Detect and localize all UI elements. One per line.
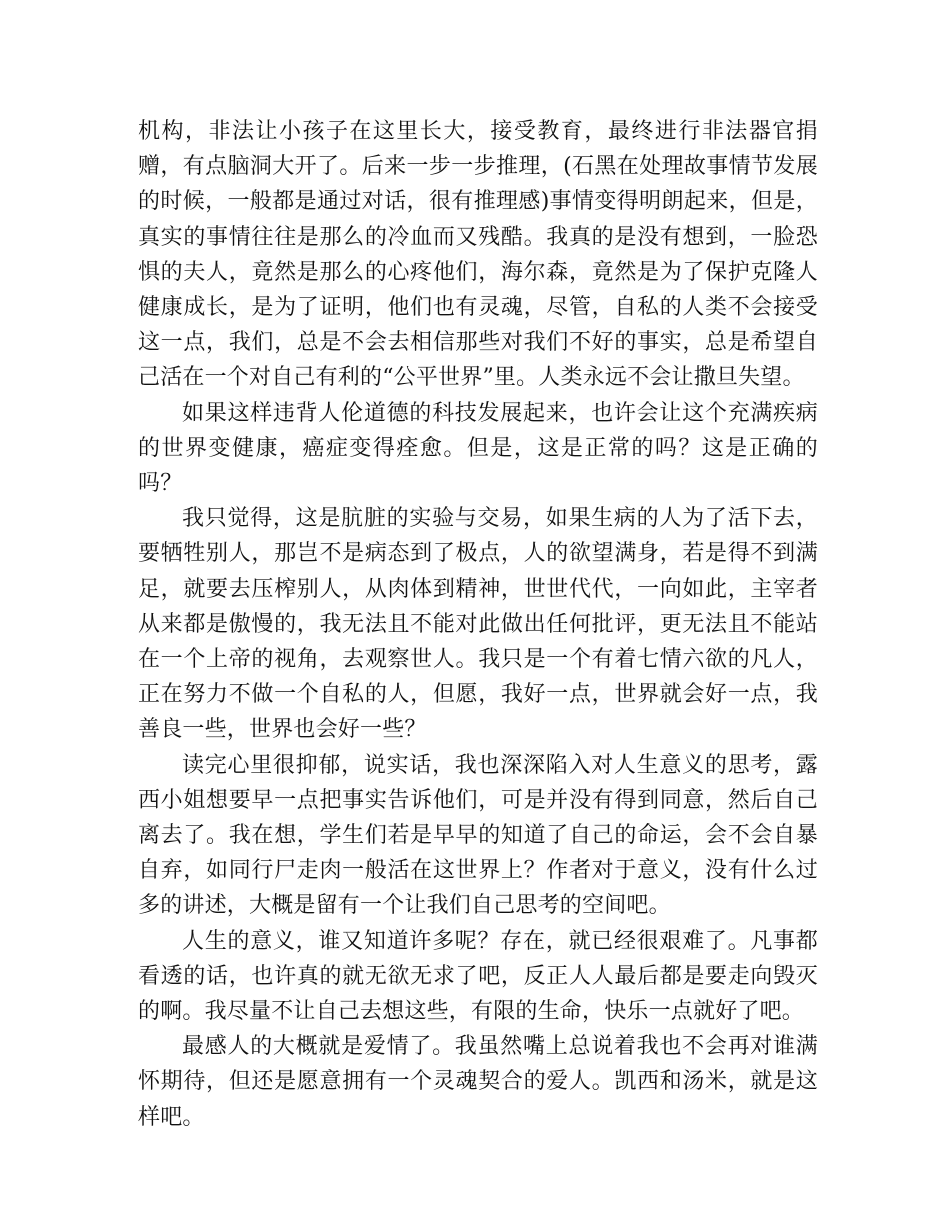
- document-page: [138, 114, 818, 1135]
- paragraph: 读完心里很抑郁，说实话，我也深深陷入对人生意义的思考，露西小姐想要早一点把事实告诉他们，可是并没有得到同意，然后自己离去了。我在想，学生们若是早早的知道了自己的命运，会不会自暴自弃，如同行尸走肉一般活在这世界上？作者对于意义，没有什么过多的讲述，大概是留有一个让我们自己思考的空间吧。: [138, 752, 818, 919]
- paragraph-continued: 机构，非法让小孩子在这里长大，接受教育，最终进行非法器官捐赠，有点脑洞大开了。后来一步一步推理，(石黑在处理故事情节发展的时候，一般都是通过对话，很有推理感)事情变得明朗起来，但是，真实的事情往往是那么的冷血而又残酷。我真的是没有想到，一脸恐惧的夫人，竟然是那么的心疼他们，海尔森，竟然是为了保护克隆人健康成长，是为了证明，他们也有灵魂，尽管，自私的人类不会接受这一点，我们，总是不会去相信那些对我们不好的事实，总是希望自己活在一个对自己有利的“公平世界”里。人类永远不会让撒旦失望。: [138, 119, 818, 391]
- paragraph: 我只觉得，这是肮脏的实验与交易，如果生病的人为了活下去，要牺牲别人，那岂不是病态到了极点，人的欲望满身，若是得不到满足，就要去压榨别人，从肉体到精神，世世代代，一向如此，主宰者从来都是傲慢的，我无法且不能对此做出任何批评，更无法且不能站在一个上帝的视角，去观察世人。我只是一个有着七情六欲的凡人，正在努力不做一个自私的人，但愿，我好一点，世界就会好一点，我善良一些，世界也会好一些？: [138, 506, 818, 743]
- paragraph: 最感人的大概就是爱情了。我虽然嘴上总说着我也不会再对谁满怀期待，但还是愿意拥有一个灵魂契合的爱人。凯西和汤米，就是这样吧。: [138, 1034, 818, 1130]
- paragraph: 人生的意义，谁又知道许多呢？存在，就已经很艰难了。凡事都看透的话，也许真的就无欲无求了吧，反正人人最后都是要走向毁灭的啊。我尽量不让自己去想这些，有限的生命，快乐一点就好了吧。: [138, 928, 818, 1025]
- paragraph: 如果这样违背人伦道德的科技发展起来，也许会让这个充满疾病的世界变健康，癌症变得痊愈。但是，这是正常的吗？这是正确的吗？: [138, 400, 818, 497]
